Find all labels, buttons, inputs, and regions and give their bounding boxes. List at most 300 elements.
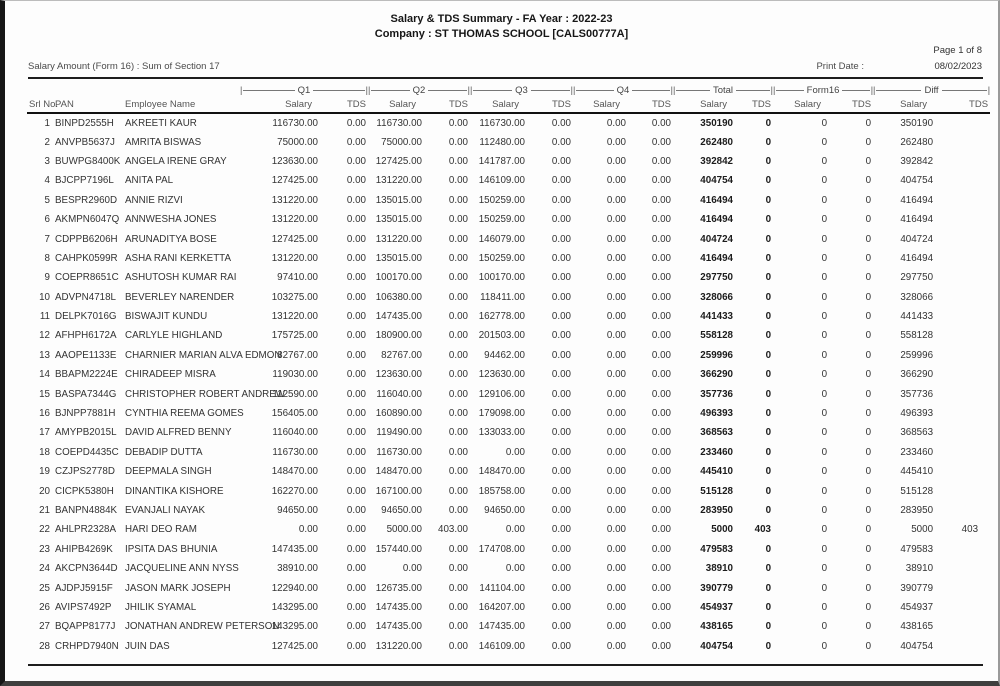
cell-q3-salary: 100170.00 bbox=[478, 272, 525, 284]
cell-employee-name: JASON MARK JOSEPH bbox=[125, 582, 231, 594]
cell-diff-tds bbox=[935, 268, 990, 287]
column-header-diff-salary: Salary bbox=[873, 97, 935, 113]
cell-diff-tds bbox=[935, 152, 990, 171]
cell-q1-tds: 0.00 bbox=[346, 601, 366, 613]
cell-pan: AFHPH6172A bbox=[55, 330, 117, 342]
bracket-tick: | bbox=[573, 85, 576, 95]
cell-form16-tds: 0 bbox=[865, 349, 872, 361]
cell-q2-tds: 0.00 bbox=[448, 563, 468, 575]
bracket-line bbox=[632, 90, 669, 91]
table-row bbox=[27, 578, 990, 597]
table-row bbox=[27, 326, 990, 345]
cell-q1-tds: 0.00 bbox=[346, 427, 366, 439]
cell-q4-tds: 0.00 bbox=[651, 640, 671, 652]
cell-form16-salary: 0 bbox=[821, 311, 828, 323]
cell-total-salary: 496393 bbox=[700, 408, 733, 420]
cell-total-tds: 0 bbox=[765, 640, 772, 652]
cell-q4-tds: 0.00 bbox=[651, 330, 671, 342]
bracket-line bbox=[676, 90, 710, 91]
cell-pan: COEPR8651C bbox=[55, 272, 119, 284]
cell-diff-tds bbox=[935, 288, 990, 307]
cell-pan: BJCPP7196L bbox=[55, 175, 114, 187]
cell-pan: BJNPP7881H bbox=[55, 408, 116, 420]
page-number: Page 1 of 8 bbox=[933, 45, 982, 56]
cell-employee-name: ARUNADITYA BOSE bbox=[125, 233, 217, 245]
bracket-tick: | bbox=[773, 85, 776, 95]
cell-pan: ADVPN4718L bbox=[55, 291, 116, 303]
cell-srl-no: 7 bbox=[44, 233, 50, 245]
cell-q3-tds: 0.00 bbox=[551, 175, 571, 187]
cell-total-tds: 0 bbox=[765, 349, 772, 361]
cell-total-tds: 0 bbox=[765, 621, 772, 633]
cell-q2-tds: 0.00 bbox=[448, 349, 468, 361]
cell-employee-name: EVANJALI NAYAK bbox=[125, 505, 206, 516]
cell-srl-no: 20 bbox=[39, 485, 50, 497]
cell-srl-no: 18 bbox=[39, 446, 50, 458]
cell-q4-salary: 0.00 bbox=[606, 117, 626, 129]
cell-q4-salary: 0.00 bbox=[606, 252, 626, 264]
cell-q3-tds: 0.00 bbox=[551, 233, 571, 245]
cell-q3-salary: 116730.00 bbox=[479, 117, 525, 129]
cell-diff-tds bbox=[935, 171, 990, 190]
cell-q1-salary: 116040.00 bbox=[272, 427, 318, 439]
bracket-line bbox=[842, 90, 869, 91]
cell-total-tds: 0 bbox=[765, 427, 772, 439]
cell-form16-tds: 0 bbox=[865, 408, 872, 420]
cell-form16-salary: 0 bbox=[821, 233, 828, 245]
cell-pan: DELPK7016G bbox=[55, 311, 117, 323]
table-row bbox=[27, 132, 990, 151]
cell-q3-tds: 0.00 bbox=[551, 408, 571, 420]
column-header-srl-no: Srl No. bbox=[27, 97, 53, 113]
bracket-line bbox=[313, 90, 364, 91]
cell-form16-tds: 0 bbox=[865, 485, 872, 497]
cell-form16-tds: 0 bbox=[865, 388, 872, 400]
cell-pan: COEPD4435C bbox=[55, 446, 119, 458]
cell-q4-tds: 0.00 bbox=[651, 311, 671, 323]
cell-q1-salary: 131220.00 bbox=[271, 311, 318, 323]
group-label: Total bbox=[712, 84, 734, 96]
cell-diff-salary: 357736 bbox=[900, 388, 934, 400]
column-header-diff-tds: TDS bbox=[935, 97, 990, 113]
bracket-tick: | bbox=[870, 85, 874, 95]
cell-q3-salary: 141787.00 bbox=[478, 155, 525, 167]
cell-pan: CAHPK0599R bbox=[55, 252, 118, 264]
cell-form16-salary: 0 bbox=[821, 427, 828, 439]
bracket-tick: | bbox=[467, 85, 470, 95]
cell-q2-salary: 116040.00 bbox=[376, 388, 422, 400]
cell-form16-tds: 0 bbox=[865, 524, 872, 536]
cell-q2-tds: 0.00 bbox=[448, 233, 468, 245]
cell-q4-tds: 0.00 bbox=[651, 601, 671, 613]
cell-employee-name: ANITA PAL bbox=[125, 175, 174, 187]
cell-q1-salary: 75000.00 bbox=[277, 136, 318, 148]
cell-total-salary: 404754 bbox=[700, 175, 733, 187]
cell-q3-tds: 0.00 bbox=[551, 311, 571, 323]
cell-total-tds: 0 bbox=[765, 117, 772, 129]
cell-diff-salary: 328066 bbox=[900, 291, 934, 303]
cell-q1-tds: 0.00 bbox=[346, 349, 366, 361]
cell-q1-tds: 0.00 bbox=[346, 485, 366, 497]
cell-q4-tds: 0.00 bbox=[651, 349, 671, 361]
cell-q1-tds: 0.00 bbox=[346, 330, 366, 342]
cell-q4-tds: 0.00 bbox=[651, 233, 671, 245]
cell-pan: AKMPN6047Q bbox=[55, 214, 120, 226]
cell-employee-name: AMRITA BISWAS bbox=[125, 136, 202, 148]
table-row bbox=[27, 384, 990, 403]
cell-q2-tds: 0.00 bbox=[448, 291, 468, 303]
cell-total-salary: 233460 bbox=[700, 446, 733, 458]
cell-pan: CZJPS2778D bbox=[55, 466, 115, 478]
table-row bbox=[27, 249, 990, 268]
table-row bbox=[27, 346, 990, 365]
cell-q2-tds: 0.00 bbox=[448, 136, 468, 148]
group-header-q3 bbox=[467, 83, 576, 97]
cell-q2-salary: 100170.00 bbox=[375, 272, 422, 284]
cell-form16-tds: 0 bbox=[865, 640, 872, 652]
cell-form16-salary: 0 bbox=[821, 408, 828, 420]
cell-diff-salary: 479583 bbox=[900, 543, 934, 555]
cell-form16-salary: 0 bbox=[821, 349, 828, 361]
cell-total-tds: 0 bbox=[765, 505, 772, 516]
table-row bbox=[27, 404, 990, 423]
cell-q3-salary: 150259.00 bbox=[478, 214, 525, 226]
cell-form16-tds: 0 bbox=[865, 252, 872, 264]
cell-q4-salary: 0.00 bbox=[606, 155, 626, 167]
cell-q3-tds: 0.00 bbox=[551, 388, 571, 400]
bracket-tick: | bbox=[770, 85, 774, 95]
salary-summary-table bbox=[27, 83, 990, 656]
cell-form16-tds: 0 bbox=[865, 155, 872, 167]
cell-diff-salary: 416494 bbox=[900, 214, 934, 226]
cell-q3-tds: 0.00 bbox=[551, 601, 571, 613]
cell-pan: AMYPB2015L bbox=[55, 427, 117, 439]
cell-employee-name: ASHA RANI KERKETTA bbox=[125, 252, 231, 264]
cell-srl-no: 14 bbox=[39, 369, 50, 381]
column-header-pan: PAN bbox=[53, 97, 123, 113]
cell-q2-salary: 135015.00 bbox=[375, 252, 422, 264]
cell-employee-name: JHILIK SYAMAL bbox=[125, 601, 197, 613]
table-body bbox=[27, 113, 990, 656]
cell-q3-salary: 164207.00 bbox=[478, 601, 525, 613]
cell-q2-salary: 5000.00 bbox=[386, 524, 422, 536]
cell-q2-salary: 94650.00 bbox=[381, 505, 422, 516]
cell-total-tds: 403 bbox=[754, 524, 772, 536]
group-bracket bbox=[467, 83, 576, 97]
cell-diff-salary: 515128 bbox=[900, 485, 934, 497]
cell-q2-salary: 116730.00 bbox=[376, 117, 422, 129]
cell-q3-salary: 141104.00 bbox=[479, 582, 525, 594]
table-row bbox=[27, 559, 990, 578]
cell-srl-no: 13 bbox=[39, 349, 50, 361]
cell-total-tds: 0 bbox=[765, 601, 772, 613]
group-label: Q2 bbox=[412, 84, 426, 96]
cell-q4-tds: 0.00 bbox=[651, 136, 671, 148]
cell-srl-no: 23 bbox=[39, 543, 50, 555]
table-row bbox=[27, 501, 990, 520]
cell-q3-tds: 0.00 bbox=[551, 446, 571, 458]
cell-q3-salary: 112480.00 bbox=[479, 136, 525, 148]
cell-srl-no: 10 bbox=[39, 291, 50, 303]
cell-form16-tds: 0 bbox=[865, 194, 872, 206]
cell-pan: ANVPB5637J bbox=[55, 136, 115, 148]
cell-diff-tds bbox=[935, 307, 990, 326]
cell-pan: BBAPM2224E bbox=[55, 369, 118, 381]
cell-form16-tds: 0 bbox=[865, 330, 872, 342]
group-bracket bbox=[570, 83, 676, 97]
cell-q2-tds: 0.00 bbox=[448, 466, 468, 478]
group-header-spacer bbox=[27, 83, 243, 97]
cell-q1-tds: 0.00 bbox=[346, 117, 366, 129]
cell-q2-tds: 0.00 bbox=[448, 272, 468, 284]
column-header-q4-salary: Salary bbox=[573, 97, 628, 113]
column-header-q3-salary: Salary bbox=[470, 97, 527, 113]
cell-form16-tds: 0 bbox=[865, 233, 872, 245]
cell-srl-no: 22 bbox=[39, 524, 50, 536]
cell-form16-salary: 0 bbox=[821, 466, 828, 478]
cell-srl-no: 21 bbox=[39, 505, 50, 516]
cell-srl-no: 28 bbox=[39, 640, 50, 652]
cell-q1-tds: 0.00 bbox=[346, 136, 366, 148]
cell-total-salary: 392842 bbox=[700, 155, 733, 167]
cell-employee-name: CARLYLE HIGHLAND bbox=[125, 330, 223, 342]
header-rule bbox=[28, 77, 983, 79]
cell-form16-salary: 0 bbox=[821, 485, 828, 497]
cell-q3-tds: 0.00 bbox=[551, 136, 571, 148]
cell-q2-tds: 0.00 bbox=[448, 505, 468, 516]
table-row bbox=[27, 191, 990, 210]
cell-q2-tds: 0.00 bbox=[448, 408, 468, 420]
cell-q3-salary: 179098.00 bbox=[478, 408, 525, 420]
cell-diff-tds bbox=[935, 617, 990, 636]
cell-diff-tds bbox=[935, 132, 990, 151]
cell-diff-tds bbox=[935, 113, 990, 132]
cell-q2-salary: 116730.00 bbox=[376, 446, 422, 458]
cell-diff-tds bbox=[935, 365, 990, 384]
cell-q4-salary: 0.00 bbox=[606, 466, 626, 478]
cell-q1-salary: 127425.00 bbox=[271, 233, 318, 245]
cell-diff-salary: 454937 bbox=[900, 601, 934, 613]
bracket-line bbox=[428, 90, 466, 91]
column-header-q4-tds: TDS bbox=[628, 97, 673, 113]
cell-q2-salary: 131220.00 bbox=[375, 233, 422, 245]
cell-diff-salary: 283950 bbox=[900, 505, 934, 516]
cell-total-tds: 0 bbox=[765, 582, 772, 594]
group-bracket bbox=[770, 83, 876, 97]
cell-q1-tds: 0.00 bbox=[346, 311, 366, 323]
cell-q2-tds: 0.00 bbox=[448, 155, 468, 167]
cell-diff-tds bbox=[935, 462, 990, 481]
cell-total-tds: 0 bbox=[765, 311, 772, 323]
table-row bbox=[27, 288, 990, 307]
cell-q1-salary: 0.00 bbox=[298, 524, 318, 536]
cell-total-tds: 0 bbox=[765, 563, 772, 575]
cell-q4-salary: 0.00 bbox=[606, 369, 626, 381]
column-header-q3-tds: TDS bbox=[527, 97, 573, 113]
table-row bbox=[27, 365, 990, 384]
cell-q2-tds: 0.00 bbox=[448, 117, 468, 129]
table-row bbox=[27, 540, 990, 559]
cell-q3-tds: 0.00 bbox=[551, 349, 571, 361]
table-row bbox=[27, 520, 990, 539]
cell-form16-salary: 0 bbox=[821, 214, 828, 226]
cell-employee-name: DEEPMALA SINGH bbox=[125, 466, 212, 478]
cell-q3-salary: 150259.00 bbox=[478, 194, 525, 206]
cell-diff-tds bbox=[935, 404, 990, 423]
group-bracket bbox=[670, 83, 776, 97]
cell-q3-tds: 0.00 bbox=[551, 330, 571, 342]
cell-q2-salary: 135015.00 bbox=[375, 194, 422, 206]
cell-q4-tds: 0.00 bbox=[651, 466, 671, 478]
bracket-line bbox=[531, 90, 570, 91]
bracket-line bbox=[371, 90, 409, 91]
cell-form16-salary: 0 bbox=[821, 640, 828, 652]
table-row bbox=[27, 113, 990, 132]
cell-diff-tds bbox=[935, 443, 990, 462]
cell-q4-salary: 0.00 bbox=[606, 543, 626, 555]
cell-q3-tds: 0.00 bbox=[551, 155, 571, 167]
cell-diff-tds bbox=[935, 637, 990, 656]
column-header-q2-tds: TDS bbox=[424, 97, 470, 113]
cell-employee-name: HARI DEO RAM bbox=[125, 524, 197, 536]
cell-employee-name: DEBADIP DUTTA bbox=[125, 446, 203, 458]
cell-form16-tds: 0 bbox=[865, 543, 872, 555]
cell-form16-tds: 0 bbox=[865, 117, 872, 129]
cell-q4-tds: 0.00 bbox=[651, 543, 671, 555]
cell-q3-salary: 0.00 bbox=[505, 446, 525, 458]
cell-total-salary: 262480 bbox=[700, 136, 733, 148]
cell-q3-tds: 0.00 bbox=[551, 214, 571, 226]
report-meta-row bbox=[28, 61, 982, 72]
cell-form16-salary: 0 bbox=[821, 369, 828, 381]
cell-total-salary: 357736 bbox=[700, 388, 733, 400]
cell-q1-tds: 0.00 bbox=[346, 466, 366, 478]
cell-total-salary: 445410 bbox=[700, 466, 733, 478]
cell-q4-tds: 0.00 bbox=[651, 563, 671, 575]
cell-total-salary: 366290 bbox=[700, 369, 733, 381]
cell-total-tds: 0 bbox=[765, 175, 772, 187]
cell-total-tds: 0 bbox=[765, 330, 772, 342]
cell-q4-salary: 0.00 bbox=[606, 214, 626, 226]
cell-q2-tds: 0.00 bbox=[448, 369, 468, 381]
cell-form16-tds: 0 bbox=[865, 466, 872, 478]
group-bracket bbox=[240, 83, 371, 97]
cell-q4-tds: 0.00 bbox=[651, 175, 671, 187]
cell-q3-salary: 162778.00 bbox=[478, 311, 525, 323]
cell-form16-salary: 0 bbox=[821, 291, 828, 303]
cell-total-tds: 0 bbox=[765, 408, 772, 420]
cell-srl-no: 5 bbox=[44, 194, 50, 206]
cell-q4-salary: 0.00 bbox=[606, 408, 626, 420]
cell-form16-salary: 0 bbox=[821, 175, 828, 187]
cell-total-salary: 390779 bbox=[700, 582, 733, 594]
group-bracket bbox=[365, 83, 473, 97]
cell-q1-salary: 82767.00 bbox=[277, 349, 318, 361]
cell-q3-salary: 94650.00 bbox=[484, 505, 525, 516]
cell-q3-tds: 0.00 bbox=[551, 524, 571, 536]
bracket-tick: | bbox=[368, 85, 371, 95]
cell-form16-tds: 0 bbox=[865, 272, 872, 284]
cell-q1-salary: 97410.00 bbox=[277, 272, 318, 284]
cell-employee-name: ANNIE RIZVI bbox=[125, 194, 183, 206]
report-subtitle: Salary Amount (Form 16) : Sum of Section 17 bbox=[28, 61, 220, 72]
cell-total-salary: 5000 bbox=[711, 524, 733, 536]
cell-pan: AJDPJ5915F bbox=[55, 582, 113, 594]
cell-q3-tds: 0.00 bbox=[551, 427, 571, 439]
cell-diff-salary: 233460 bbox=[900, 446, 934, 458]
cell-diff-tds bbox=[935, 598, 990, 617]
cell-total-salary: 259996 bbox=[700, 349, 733, 361]
cell-employee-name: CHRISTOPHER ROBERT ANDREW bbox=[125, 388, 286, 400]
cell-total-tds: 0 bbox=[765, 194, 772, 206]
cell-q4-salary: 0.00 bbox=[606, 621, 626, 633]
cell-q3-tds: 0.00 bbox=[551, 252, 571, 264]
cell-form16-tds: 0 bbox=[865, 214, 872, 226]
cell-q4-salary: 0.00 bbox=[606, 136, 626, 148]
cell-total-salary: 404754 bbox=[700, 640, 733, 652]
cell-q2-salary: 123630.00 bbox=[375, 369, 422, 381]
cell-q3-salary: 0.00 bbox=[505, 524, 525, 536]
table-row bbox=[27, 481, 990, 500]
cell-total-salary: 328066 bbox=[700, 291, 733, 303]
cell-q4-tds: 0.00 bbox=[651, 155, 671, 167]
cell-diff-tds bbox=[935, 578, 990, 597]
bracket-line bbox=[776, 90, 803, 91]
cell-form16-salary: 0 bbox=[821, 446, 828, 458]
cell-q1-tds: 0.00 bbox=[346, 214, 366, 226]
cell-total-salary: 438165 bbox=[700, 621, 733, 633]
cell-total-salary: 558128 bbox=[700, 330, 733, 342]
cell-q1-salary: 148470.00 bbox=[271, 466, 318, 478]
cell-employee-name: ANNWESHA JONES bbox=[125, 214, 217, 226]
cell-total-tds: 0 bbox=[765, 155, 772, 167]
cell-form16-salary: 0 bbox=[821, 543, 828, 555]
cell-q2-tds: 0.00 bbox=[448, 330, 468, 342]
cell-q1-tds: 0.00 bbox=[346, 621, 366, 633]
cell-total-tds: 0 bbox=[765, 214, 772, 226]
cell-q2-tds: 0.00 bbox=[448, 175, 468, 187]
cell-q2-salary: 160890.00 bbox=[375, 408, 422, 420]
column-header-form16-tds: TDS bbox=[829, 97, 873, 113]
cell-q1-tds: 0.00 bbox=[346, 155, 366, 167]
cell-total-salary: 283950 bbox=[700, 505, 733, 516]
cell-diff-tds bbox=[935, 249, 990, 268]
cell-total-tds: 0 bbox=[765, 136, 772, 148]
cell-diff-salary: 445410 bbox=[900, 466, 934, 478]
cell-q2-tds: 0.00 bbox=[448, 252, 468, 264]
cell-q3-salary: 129106.00 bbox=[478, 388, 525, 400]
cell-diff-tds bbox=[935, 384, 990, 403]
table-row bbox=[27, 462, 990, 481]
print-date bbox=[816, 61, 982, 72]
cell-diff-salary: 350190 bbox=[900, 117, 934, 129]
cell-diff-salary: 262480 bbox=[900, 136, 934, 148]
bracket-tick: | bbox=[670, 85, 673, 95]
cell-q4-salary: 0.00 bbox=[606, 563, 626, 575]
cell-q4-salary: 0.00 bbox=[606, 601, 626, 613]
cell-q1-tds: 0.00 bbox=[346, 408, 366, 420]
bracket-tick: | bbox=[873, 85, 876, 95]
cell-q2-salary: 147435.00 bbox=[375, 601, 422, 613]
cell-q4-tds: 0.00 bbox=[651, 369, 671, 381]
cell-pan: AHLPR2328A bbox=[55, 524, 116, 536]
group-header-total bbox=[670, 83, 776, 97]
cell-form16-salary: 0 bbox=[821, 330, 828, 342]
cell-q1-tds: 0.00 bbox=[346, 524, 366, 536]
cell-form16-salary: 0 bbox=[821, 388, 828, 400]
cell-q4-tds: 0.00 bbox=[651, 291, 671, 303]
group-header-diff bbox=[870, 83, 991, 97]
